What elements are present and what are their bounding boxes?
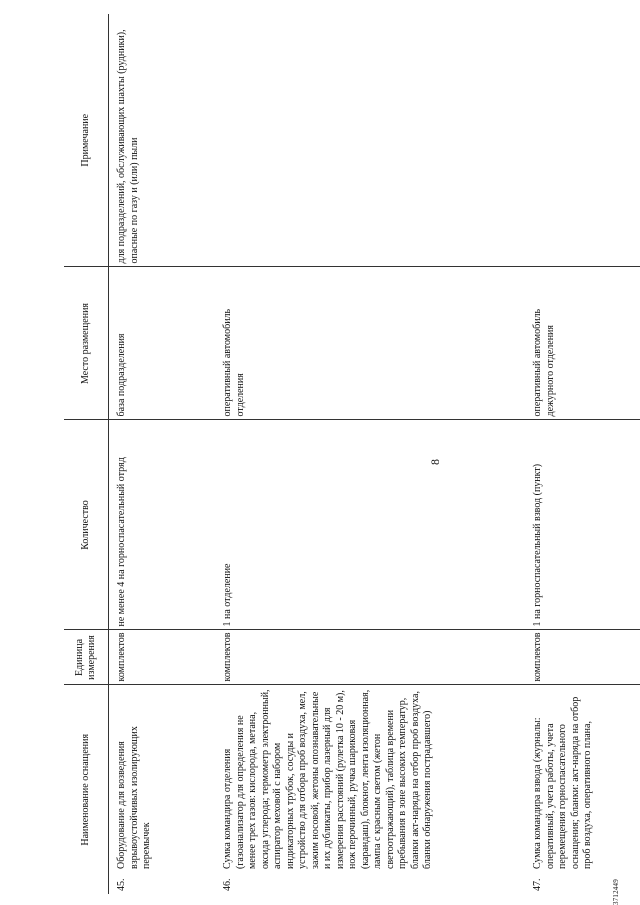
equipment-table <box>64 14 640 894</box>
row-number: 47. <box>532 878 543 891</box>
name-cell <box>109 685 216 894</box>
equipment-name: Сумка командира взвода (журналы: оперативный, учета работы, учета перемещения горноспасательного оснащения; бланки: акт-наряда на отбор проб воздуха, оперативного плана, <box>532 696 593 869</box>
name-cell <box>215 685 525 894</box>
note-cell <box>525 14 640 267</box>
name-cell <box>525 685 640 894</box>
location-cell: база подразделения <box>109 267 216 420</box>
equipment-name: Сумка командира отделения (газоанализатор для определения не менее трех газов: кислорода, метана, оксида углерода; термометр электронный, аспиратор меховой с набором индикаторных трубок, сосуды и устройство для отбора проб воздуха, мел, зажим носовой, жетоны опознавательные и их дубликаты, прибор лазерный для измерения расстояний (рулетка 10 - 20 м), нож перочинный, ручка шариковая (карандаш), блокнот, лента изоляционная, лампа с красным светом (жетон светоотражающий), таблица времени пребывания в зоне высоких температур, бланки акт-наряда на отбор проб воздуха, бланки обнаружения пострадавшего) <box>222 689 433 869</box>
header-quantity: Количество <box>64 420 109 630</box>
location-cell: оперативный автомобиль отделения <box>215 267 525 420</box>
header-unit: Единица измерения <box>64 630 109 685</box>
note-cell <box>215 14 525 267</box>
unit-cell: комплектов <box>215 630 525 685</box>
name-cell-layout <box>222 689 522 892</box>
unit-cell: комплектов <box>109 630 216 685</box>
location-cell: оперативный автомобиль дежурного отделения <box>525 267 640 420</box>
table-header-row <box>64 14 109 894</box>
page-number: 8 <box>428 459 442 465</box>
table-row <box>525 14 640 894</box>
equipment-name: Оборудование для возведения взрывоустойчивых изолирующих перемычек <box>116 726 152 869</box>
quantity-cell: не менее 4 на горноспасательный отряд <box>109 420 216 630</box>
note-cell: для подразделений, обслуживающих шахты (рудники), опасные по газу и (или) пыли <box>109 14 216 267</box>
row-number: 45. <box>116 878 127 891</box>
quantity-cell: 1 на горноспасательный взвод (пункт) <box>525 420 640 630</box>
header-location: Место размещения <box>64 267 109 420</box>
name-cell-layout <box>116 689 212 892</box>
row-number: 46. <box>222 878 233 891</box>
header-note: Примечание <box>64 14 109 267</box>
table-row <box>215 14 525 894</box>
quantity-cell: 1 на отделение <box>215 420 525 630</box>
document-code: 3712449 <box>612 879 620 905</box>
name-cell-layout <box>532 689 640 892</box>
unit-cell: комплектов <box>525 630 640 685</box>
table-row <box>109 14 216 894</box>
header-name: Наименование оснащения <box>64 685 109 894</box>
